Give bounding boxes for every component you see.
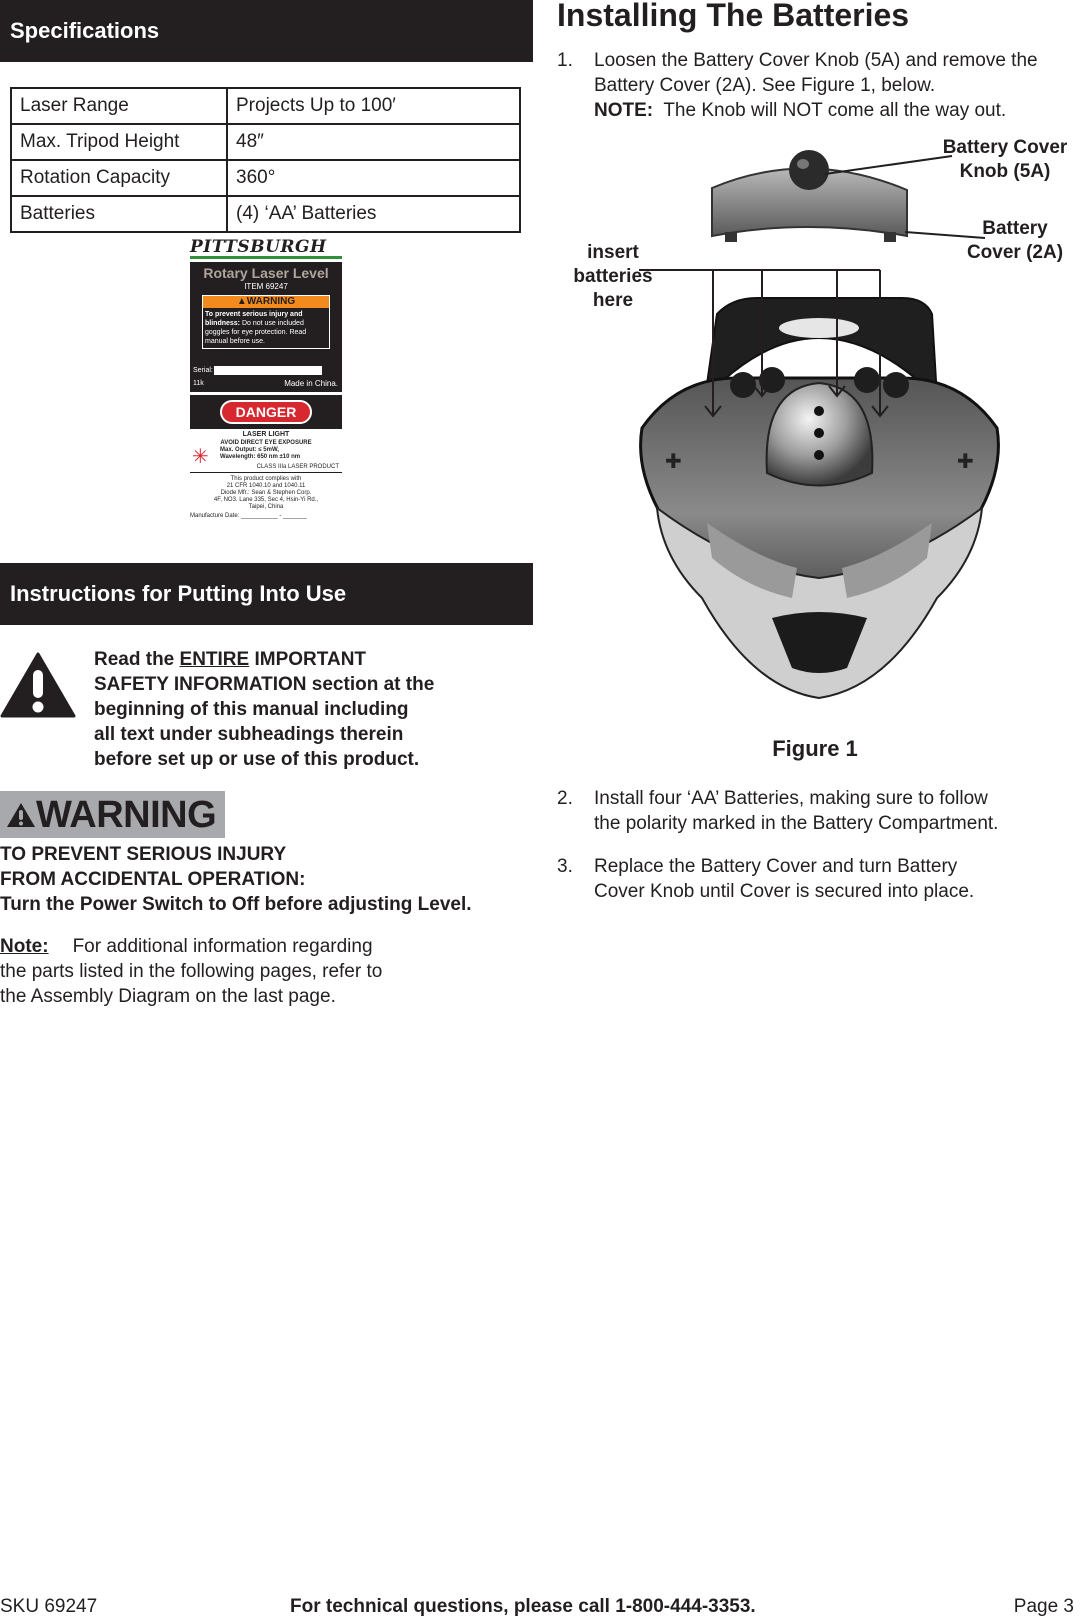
figure-caption: Figure 1 — [772, 736, 858, 761]
step-2-line: the polarity marked in the Battery Compartment. — [594, 813, 999, 834]
safety-line: all text under subheadings therein — [94, 724, 404, 745]
callout-line: Battery — [982, 218, 1048, 239]
warning-badge — [0, 791, 225, 838]
instructions-title: Instructions for Putting Into Use — [10, 581, 347, 606]
callout-battery-cover-knob — [905, 136, 1088, 184]
installing-batteries-title: Installing The Batteries — [557, 0, 910, 33]
label-made-in: Made in China. — [284, 379, 338, 388]
specifications-title: Specifications — [10, 18, 160, 43]
note-line-1: For additional information regarding — [72, 936, 373, 957]
warning-triangle-icon: ▲ — [236, 296, 247, 307]
label-code: 11k — [193, 380, 204, 387]
danger-header — [190, 395, 342, 429]
product-label — [190, 237, 342, 519]
screw-icon: ✚ — [665, 449, 682, 473]
specifications-header — [0, 0, 533, 62]
step-3-line: Cover Knob until Cover is secured into place. — [594, 881, 975, 902]
note-line: the Assembly Diagram on the last page. — [0, 986, 336, 1007]
danger-badge: DANGER — [220, 400, 313, 424]
table-row — [11, 124, 520, 160]
step-2-line: Install four ‘AA’ Batteries, making sure to follow — [594, 788, 988, 809]
serial-blank — [214, 366, 322, 375]
note-body: The Knob will NOT come all the way out. — [663, 100, 1007, 121]
label-warning-box — [202, 295, 330, 349]
spec-value: 360° — [227, 160, 520, 196]
spec-label: Rotation Capacity — [11, 160, 227, 196]
spec-value: (4) ‘AA’ Batteries — [227, 196, 520, 232]
spec-label: Batteries — [11, 196, 227, 232]
safety-line: SAFETY INFORMATION section at the — [94, 674, 435, 695]
compliance-line: Diode Mfr.: Sean & Stephen Corp. — [220, 490, 312, 496]
safety-pre: Read the — [94, 649, 180, 670]
step-number: 2. — [557, 788, 573, 809]
battery-slot-4 — [883, 372, 909, 398]
safety-alert-icon — [0, 652, 76, 718]
safety-information-text — [94, 647, 434, 772]
specifications-table — [10, 87, 521, 233]
warning-badge-text: WARNING — [36, 793, 217, 836]
callout-line: Battery Cover — [942, 137, 1068, 158]
safety-line: beginning of this manual including — [94, 699, 409, 720]
step-1-note — [594, 98, 1038, 123]
label-product-name: Rotary Laser Level — [203, 265, 329, 281]
callout-line: insert — [587, 242, 639, 263]
screw-icon: ✚ — [957, 449, 974, 473]
warning-line: Turn the Power Switch to Off before adjusting Level. — [0, 894, 472, 915]
callout-battery-cover — [955, 217, 1075, 265]
laser-light-title: LASER LIGHT — [242, 431, 290, 438]
footer-page-number: Page 3 — [1013, 1596, 1074, 1617]
safety-entire: ENTIRE — [179, 649, 250, 670]
manufacture-date: Manufacture Date: ___________ - _______ — [190, 513, 307, 519]
brand-logo: PITTSBURGH — [190, 237, 342, 259]
spec-value: 48″ — [227, 124, 520, 160]
laser-class: CLASS IIIa LASER PRODUCT — [256, 464, 339, 470]
callout-line: here — [592, 290, 634, 311]
table-row — [11, 160, 520, 196]
spec-value: Projects Up to 100′ — [227, 88, 520, 124]
warning-triangle-icon — [6, 801, 36, 829]
step-3-line: Replace the Battery Cover and turn Battery — [594, 856, 958, 877]
note-label: Note: — [0, 936, 49, 957]
note-label: NOTE: — [594, 100, 654, 121]
footer-sku: SKU 69247 — [0, 1596, 98, 1617]
step-1-line: Battery Cover (2A). See Figure 1, below. — [594, 75, 936, 96]
label-warning-title: ▲WARNING — [203, 296, 329, 308]
compliance-line: 4F, NO3. Lane 335, Sec 4, Hsin-Yi Rd., — [213, 497, 319, 503]
laser-level-body — [641, 298, 999, 698]
step-2-text — [594, 786, 998, 836]
laser-max-output: Max. Output: ≤ 5mW, — [220, 447, 279, 453]
step-number: 1. — [557, 50, 573, 71]
compliance-line: This product complies with — [230, 476, 302, 482]
warning-text — [0, 842, 472, 917]
laser-specs — [220, 447, 300, 461]
note-text — [0, 934, 382, 1009]
spec-label: Max. Tripod Height — [11, 124, 227, 160]
compliance-line: 21 CFR 1040.10 and 1040.11 — [226, 483, 306, 489]
table-row — [11, 196, 520, 232]
callout-line: Cover (2A) — [966, 242, 1064, 263]
instructions-header — [0, 563, 533, 625]
callout-line: batteries — [573, 266, 653, 287]
battery-slot-1 — [730, 372, 756, 398]
step-number: 3. — [557, 856, 573, 877]
laser-avoid-text: AVOID DIRECT EYE EXPOSURE — [220, 440, 312, 446]
label-serial-row: Serial: — [193, 366, 322, 375]
laser-starburst-icon: ✳ — [192, 446, 209, 468]
battery-slot-3 — [854, 367, 880, 393]
note-line — [0, 934, 382, 959]
warning-line: TO PREVENT SERIOUS INJURY — [0, 844, 287, 865]
warning-line: FROM ACCIDENTAL OPERATION: — [0, 869, 306, 890]
step-3-text — [594, 854, 974, 904]
battery-cover-knob-part — [789, 150, 829, 190]
laser-wavelength: Wavelength: 650 nm ±10 nm — [220, 454, 301, 460]
label-warning-body: To prevent serious injury and blindness: Do not use included goggles for eye protection. Read manual before use. — [205, 311, 307, 345]
spec-label: Laser Range — [11, 88, 227, 124]
step-1-line: Loosen the Battery Cover Knob (5A) and remove the — [594, 50, 1038, 71]
callout-insert-batteries — [563, 241, 663, 313]
note-line: the parts listed in the following pages, refer to — [0, 961, 383, 982]
label-black-panel — [190, 262, 342, 392]
callout-line: Knob (5A) — [959, 161, 1051, 182]
compliance-text — [190, 476, 342, 520]
safety-post: IMPORTANT — [249, 649, 367, 670]
safety-line — [94, 647, 434, 672]
compliance-line: Taipei, China — [248, 504, 284, 510]
step-1-text — [594, 48, 1038, 123]
label-item-number: ITEM 69247 — [244, 282, 288, 291]
laser-warning-panel — [190, 429, 342, 473]
safety-line: before set up or use of this product. — [94, 749, 420, 770]
table-row — [11, 88, 520, 124]
footer-tech-support: For technical questions, please call 1-800-444-3353. — [290, 1596, 756, 1617]
